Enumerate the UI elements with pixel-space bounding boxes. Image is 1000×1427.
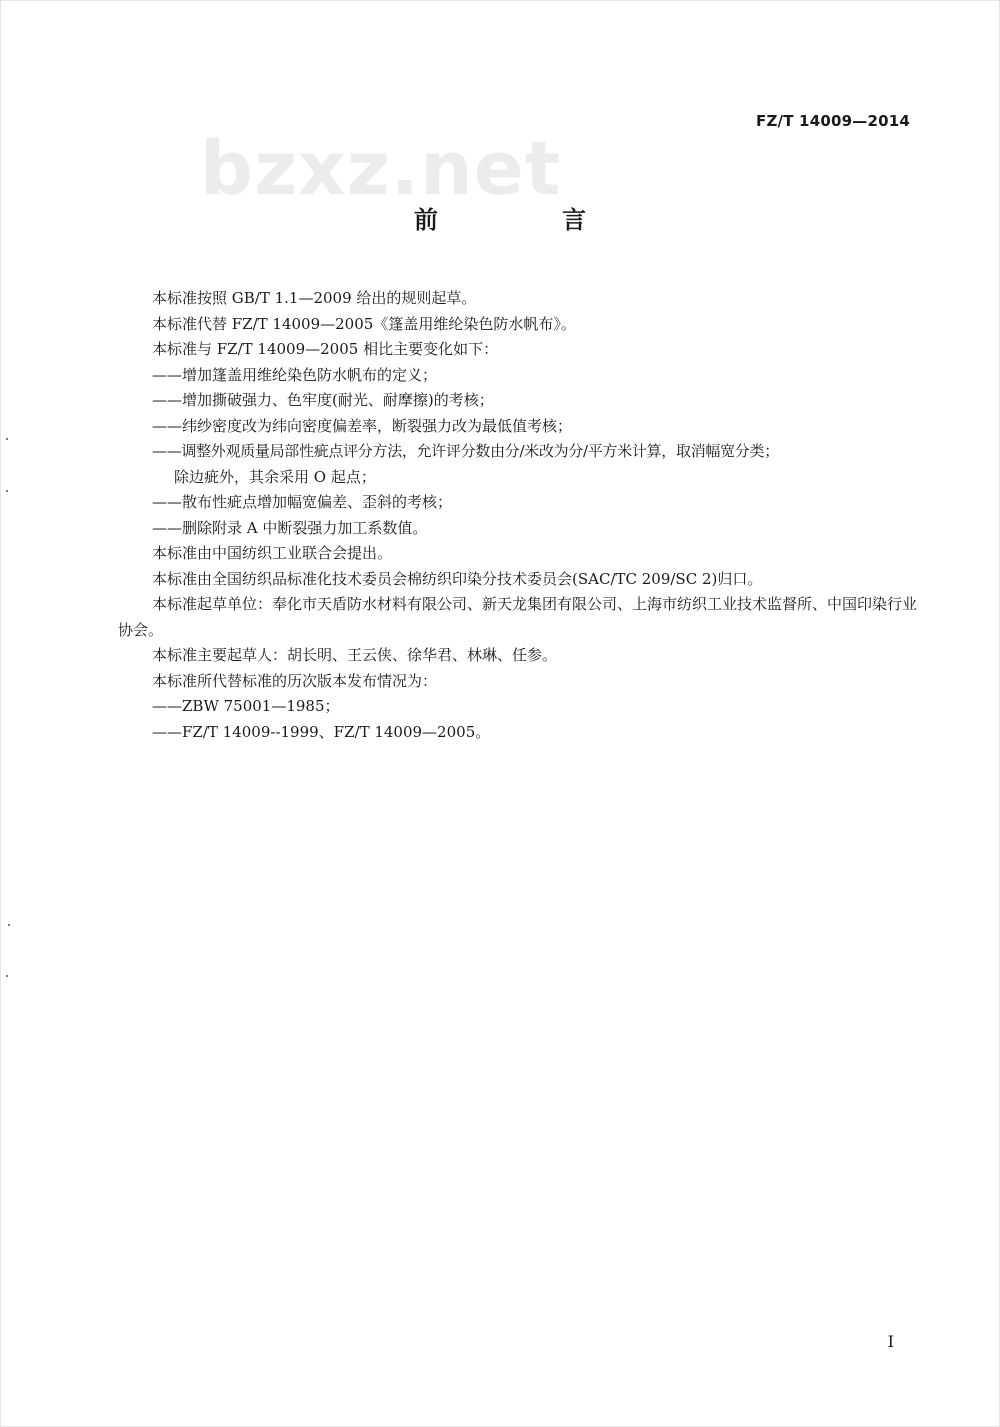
paragraph-changes-intro: 本标准与 FZ/T 14009—2005 相比主要变化如下：	[152, 340, 499, 358]
change-item-continuation: 除边疵外，其余采用 O 起点；	[174, 467, 376, 486]
change-item: ——删除附录 A 中断裂强力加工系数值。	[152, 518, 428, 537]
page-title: 前 言	[414, 206, 636, 234]
change-item: ——纬纱密度改为纬向密度偏差率，断裂强力改为最低值考核；	[152, 416, 573, 435]
scan-speck	[6, 438, 8, 440]
paragraph-history-intro: 本标准所代替标准的历次版本发布情况为：	[152, 671, 438, 690]
change-item: ——增加篷盖用维纶染色防水帆布的定义；	[152, 365, 438, 384]
paragraph-drafting-units: 本标准起草单位：奉化市天盾防水材料有限公司、新天龙集团有限公司、上海市纺织工业技术监督所、中国印染行业协会。	[118, 595, 918, 639]
paragraph-drafting-rules: 本标准按照 GB/T 1.1—2009 给出的规则起草。	[152, 289, 477, 307]
paragraph-centralized-by: 本标准由全国纺织品标准化技术委员会棉纺织印染分技术委员会(SAC/TC 209/SC 2)归口。	[152, 569, 763, 588]
paragraph-drafters: 本标准主要起草人：胡长明、王云侠、徐华君、林琳、任参。	[152, 646, 558, 664]
scan-speck	[6, 975, 8, 977]
foreword-body	[118, 286, 918, 745]
scan-speck	[6, 490, 8, 492]
paragraph-replaces: 本标准代替 FZ/T 14009—2005《篷盖用维纶染色防水帆布》。	[152, 314, 576, 333]
change-item: ——增加撕破强力、色牢度(耐光、耐摩擦)的考核；	[152, 391, 494, 409]
change-item: ——调整外观质量局部性疵点评分方法，允许评分数由分/米改为分/平方米计算，取消幅宽分类；	[152, 442, 779, 460]
standard-code: FZ/T 14009—2014	[756, 112, 910, 130]
history-item: ——FZ/T 14009--1999、FZ/T 14009—2005。	[152, 722, 491, 741]
history-item: ——ZBW 75001—1985；	[152, 697, 340, 715]
page-number: I	[887, 1332, 894, 1351]
watermark: bzxz.net	[200, 126, 562, 212]
scan-speck	[8, 924, 10, 926]
paragraph-proposed-by: 本标准由中国纺织工业联合会提出。	[152, 544, 393, 562]
change-item: ——散布性疵点增加幅宽偏差、歪斜的考核；	[152, 493, 453, 511]
